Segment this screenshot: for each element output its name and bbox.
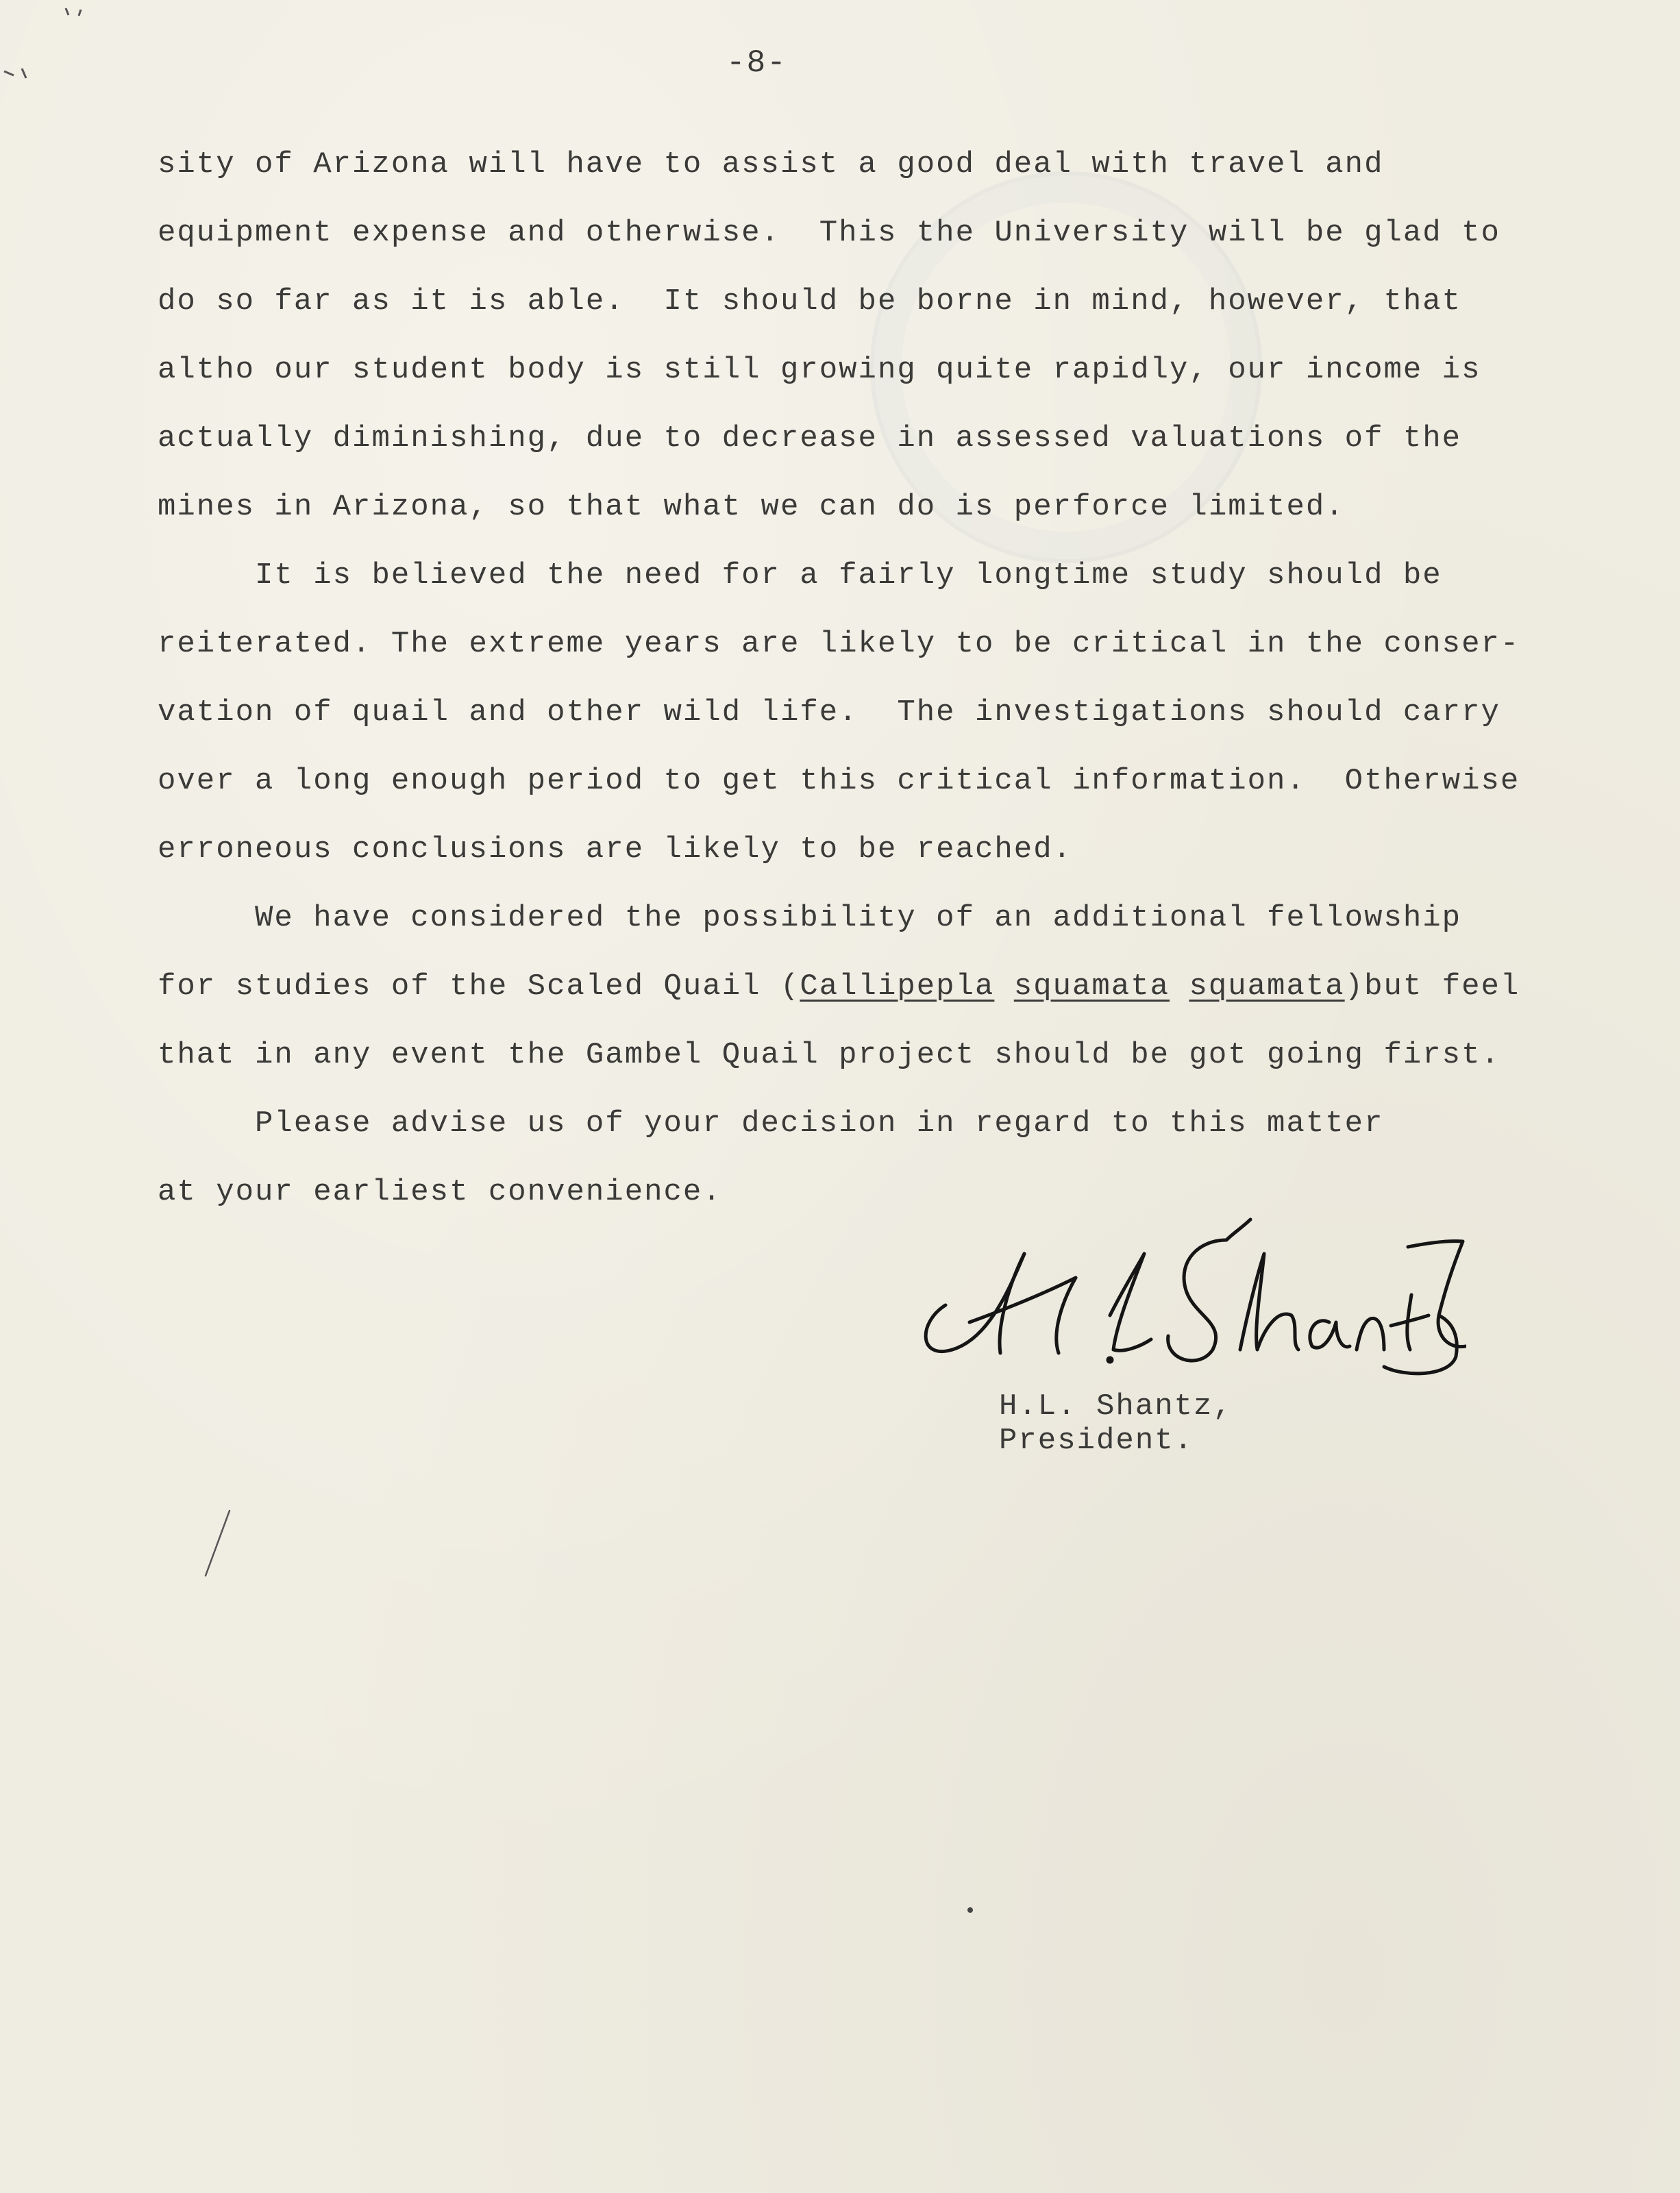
signatory-name: H.L. Shantz,	[999, 1389, 1233, 1424]
text-line: equipment expense and otherwise. This the University will be glad to	[158, 216, 1500, 250]
text-line: do so far as it is able. It should be borne in mind, however, that	[158, 284, 1462, 319]
text-segment: )but feel	[1344, 969, 1520, 1004]
handwritten-signature	[904, 1213, 1466, 1384]
text-line: at your earliest convenience.	[158, 1175, 722, 1209]
text-line: erroneous conclusions are likely to be reached.	[158, 832, 1073, 867]
subspecies-name: squamata	[1189, 969, 1345, 1004]
text-line: mines in Arizona, so that what we can do is perforce limited.	[158, 490, 1345, 524]
page-number: -8-	[726, 45, 787, 81]
signatory-title: President.	[999, 1424, 1194, 1458]
text-line: altho our student body is still growing quite rapidly, our income is	[158, 353, 1481, 387]
text-line: that in any event the Gambel Quail project should be got going first.	[158, 1038, 1500, 1072]
corner-punch-marks	[0, 0, 110, 96]
text-line: It is believed the need for a fairly longtime study should be	[158, 558, 1442, 593]
pencil-stroke-mark	[199, 1507, 240, 1583]
text-segment: for studies of the Scaled Quail (	[158, 969, 800, 1004]
ink-speck	[967, 1907, 973, 1913]
genus-name: Callipepla	[800, 969, 995, 1004]
text-line: We have considered the possibility of an additional fellowship	[158, 901, 1462, 935]
species-name: squamata	[1013, 969, 1170, 1004]
text-line: sity of Arizona will have to assist a good deal with travel and	[158, 147, 1384, 182]
text-line: vation of quail and other wild life. The investigations should carry	[158, 695, 1500, 730]
text-line: Please advise us of your decision in regard to this matter	[158, 1106, 1384, 1141]
text-line-species	[158, 971, 1520, 1002]
text-line: actually diminishing, due to decrease in assessed valuations of the	[158, 421, 1462, 456]
text-line: reiterated. The extreme years are likely to be critical in the conser-	[158, 627, 1520, 661]
text-line: over a long enough period to get this critical information. Otherwise	[158, 764, 1520, 798]
